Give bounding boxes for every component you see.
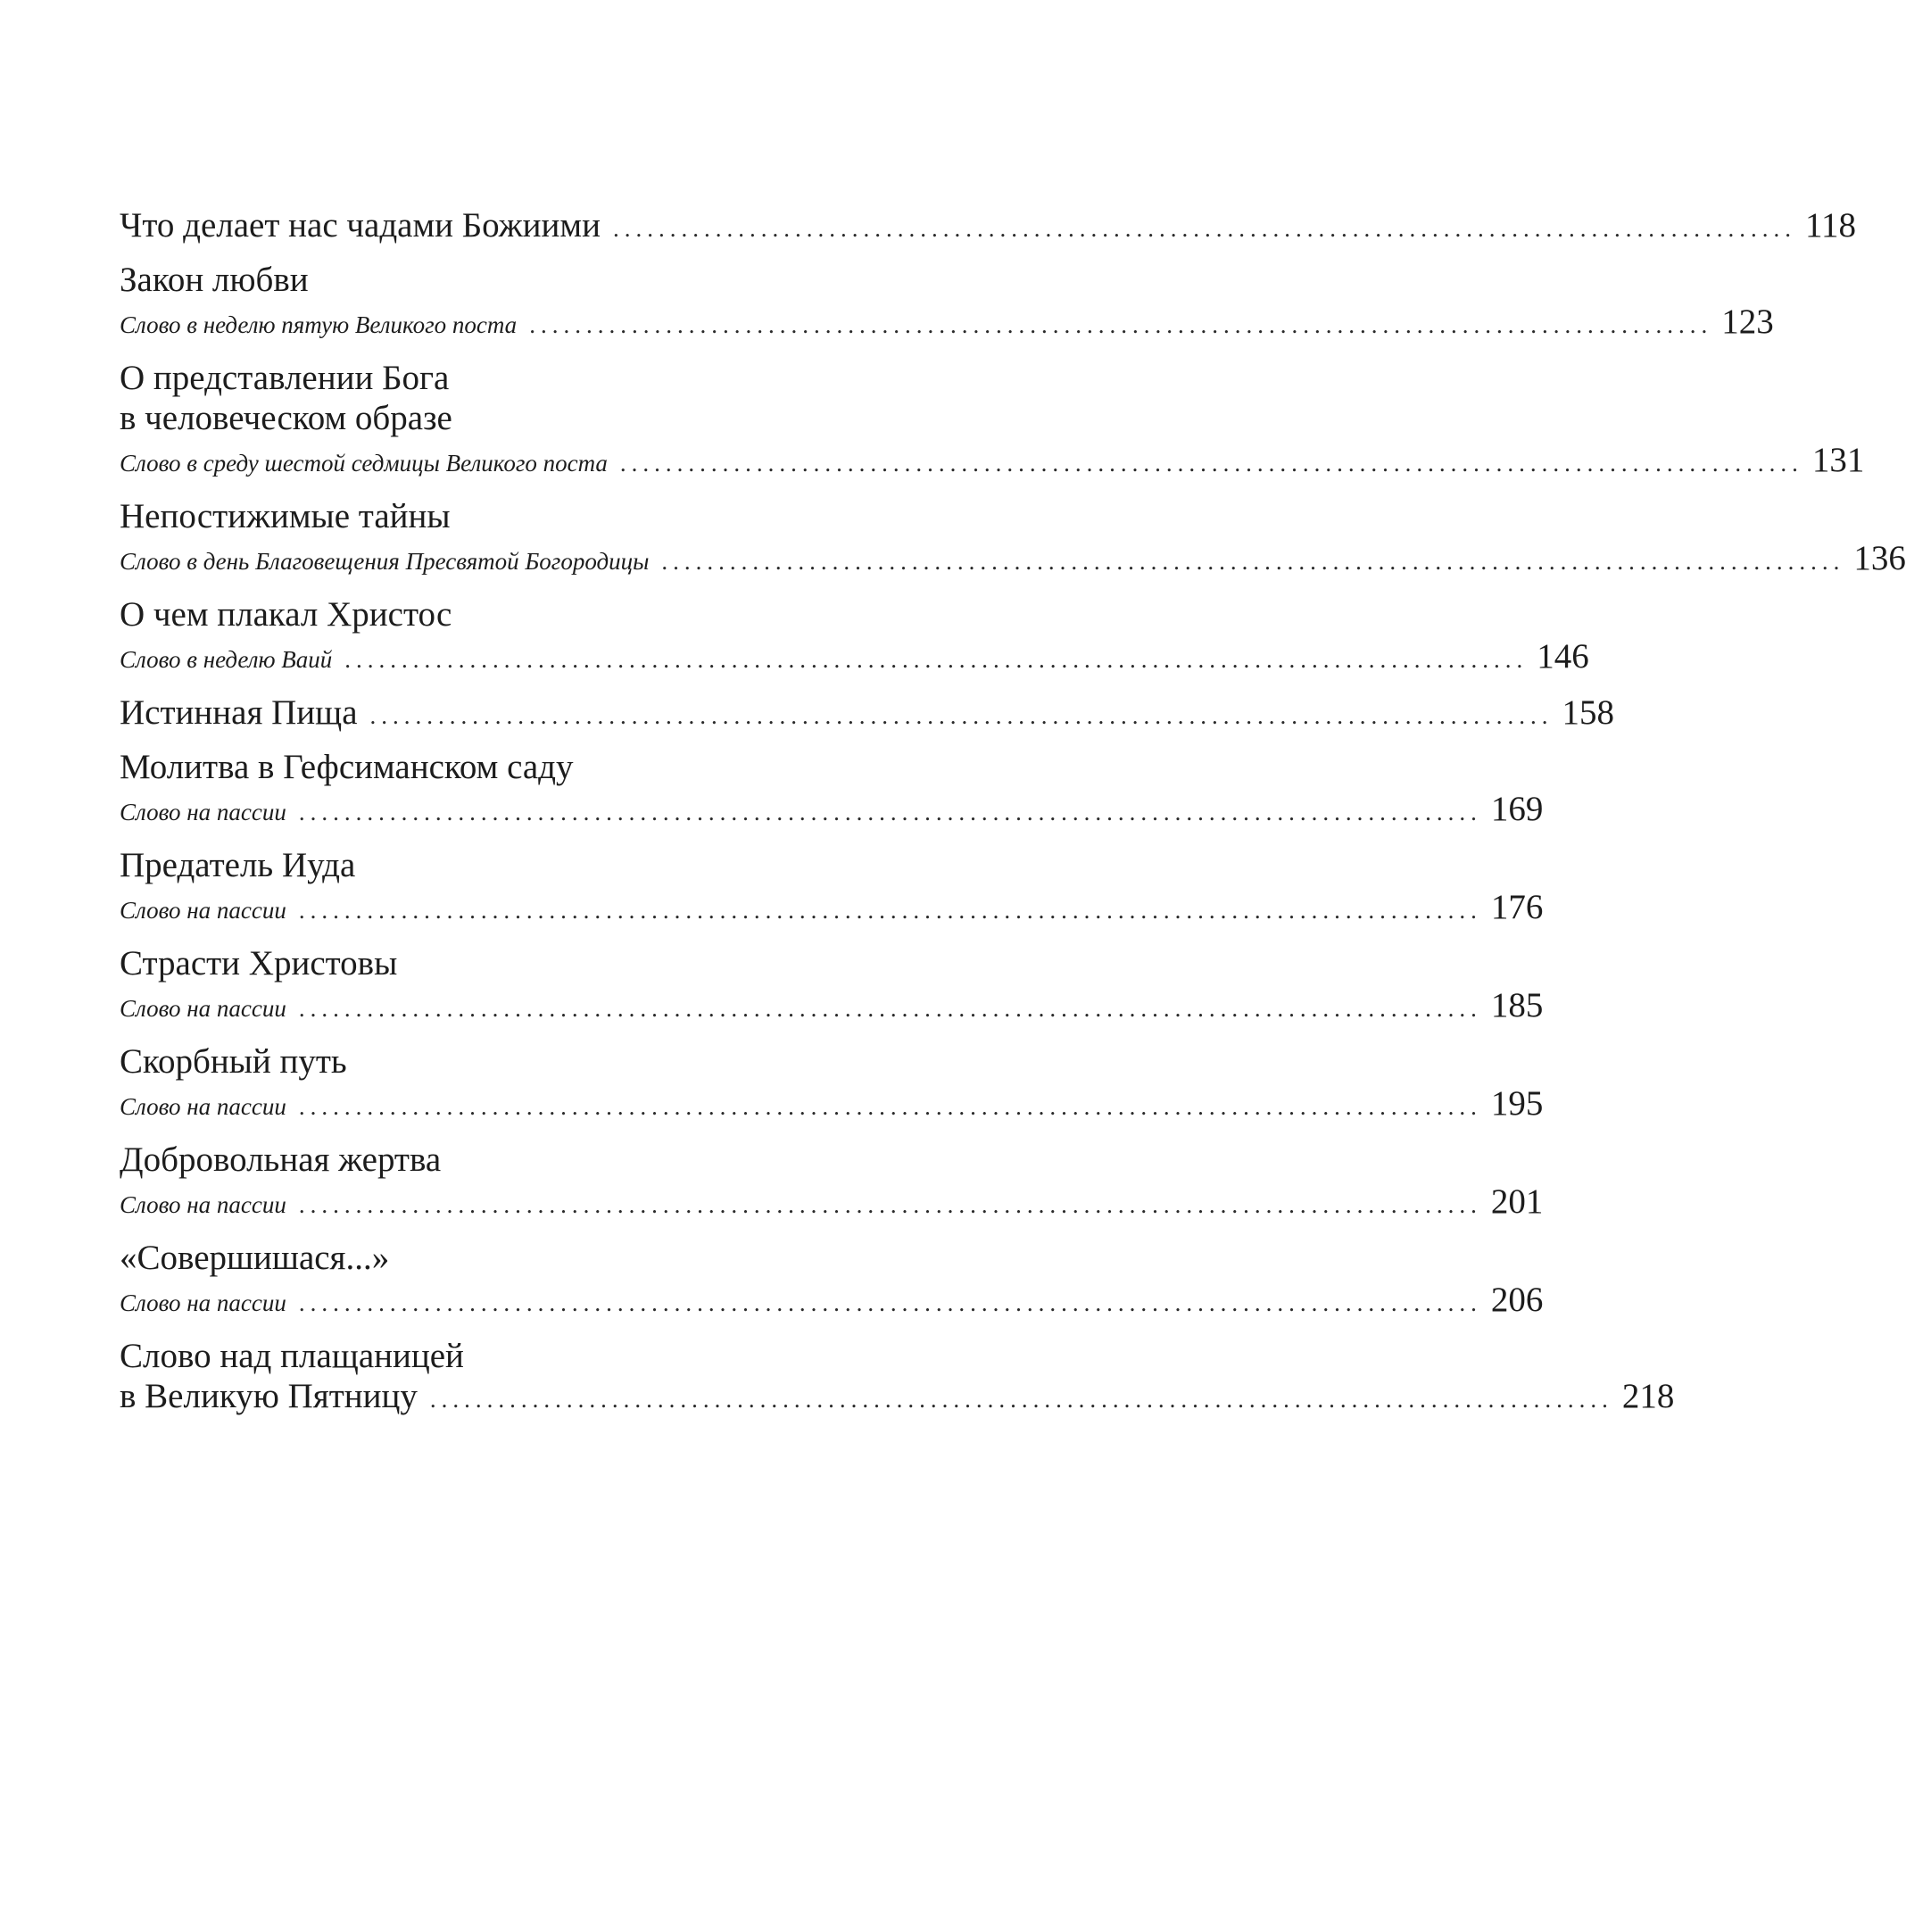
toc-entry-subtitle: Слово на пассии <box>120 995 286 1022</box>
toc-entry-title: Закон любви <box>120 261 309 299</box>
toc-entry-title: Молитва в Гефсиманском саду <box>120 748 574 786</box>
dot-leader: ........................................................................................................ <box>429 1386 1613 1413</box>
toc-page-number: 195 <box>1490 1084 1544 1123</box>
toc-entry-title: Слово над плащаницей <box>120 1337 464 1375</box>
toc-entry-title: Предатель Иуда <box>120 846 356 884</box>
toc-entry <box>120 1041 1544 1129</box>
toc-entry <box>120 1238 1544 1325</box>
toc-entry-line <box>120 1376 1675 1420</box>
toc-entry-title: Непостижимые тайны <box>120 497 451 535</box>
toc-page-number: 118 <box>1804 206 1856 245</box>
toc-entry <box>120 747 1544 834</box>
toc-entry-line <box>120 205 1856 249</box>
toc-entry-line <box>120 983 1544 1031</box>
toc-entry-subtitle: Слово в день Благовещения Пресвятой Богородицы <box>120 548 650 575</box>
toc-entry-line <box>120 1278 1544 1325</box>
toc-entry-title-line2: в человеческом образе <box>120 399 452 437</box>
toc-page-number: 176 <box>1490 888 1544 926</box>
toc-entry-title: Что делает нас чадами Божиими <box>120 206 601 245</box>
toc-entry-title: Страсти Христовы <box>120 944 398 983</box>
dot-leader: ........................................................................................................ <box>529 311 1713 338</box>
toc-page-number: 206 <box>1490 1281 1544 1319</box>
toc-entry <box>120 594 1589 682</box>
toc-entry-title: Добровольная жертва <box>120 1140 442 1179</box>
toc-entry <box>120 260 1774 347</box>
toc-entry-line <box>120 300 1774 347</box>
toc-entry-title: О чем плакал Христос <box>120 595 452 634</box>
toc-entry-line <box>120 885 1544 933</box>
toc-entry-line <box>120 438 1865 485</box>
toc-entry <box>120 943 1544 1031</box>
toc-page-number: 218 <box>1621 1377 1675 1415</box>
toc-entry <box>120 692 1615 736</box>
toc-entry-line <box>120 634 1589 682</box>
toc-entry <box>120 1336 1675 1420</box>
toc-entry-line <box>120 692 1615 736</box>
dot-leader: ........................................................................................................ <box>298 897 1482 924</box>
toc-entry-title: О представлении Бога <box>120 359 450 397</box>
toc-entry <box>120 1140 1544 1227</box>
dot-leader: ........................................................................................................ <box>619 450 1803 477</box>
toc-page-number: 123 <box>1721 303 1774 341</box>
toc-entry-line <box>120 536 1906 584</box>
dot-leader: ........................................................................................................ <box>369 702 1554 729</box>
toc-entry <box>120 845 1544 933</box>
toc-entry-title-line2: в Великую Пятницу <box>120 1377 418 1415</box>
toc-entry <box>120 205 1856 249</box>
toc-entry-title: «Совершишася...» <box>120 1239 390 1277</box>
table-of-contents <box>120 205 1906 1430</box>
dot-leader: ........................................................................................................ <box>298 1289 1482 1316</box>
toc-entry-subtitle: Слово в среду шестой седмицы Великого поста <box>120 450 608 477</box>
toc-entry-subtitle: Слово на пассии <box>120 1289 286 1316</box>
toc-entry-line <box>120 787 1544 834</box>
dot-leader: ........................................................................................................ <box>298 1093 1482 1120</box>
dot-leader: ........................................................................................................ <box>344 646 1529 673</box>
toc-entry-subtitle: Слово в неделю пятую Великого поста <box>120 311 518 338</box>
toc-entry <box>120 496 1906 584</box>
toc-entry-subtitle: Слово на пассии <box>120 1191 286 1218</box>
toc-entry-subtitle: Слово на пассии <box>120 799 286 825</box>
toc-page-number: 131 <box>1811 441 1865 479</box>
dot-leader: ........................................................................................................ <box>298 1191 1482 1218</box>
toc-entry-subtitle: Слово на пассии <box>120 1093 286 1120</box>
toc-entry-title: Скорбный путь <box>120 1042 347 1081</box>
dot-leader: ........................................................................................................ <box>298 799 1482 825</box>
toc-entry-line <box>120 1082 1544 1129</box>
toc-entry-subtitle: Слово в неделю Ваий <box>120 646 333 673</box>
toc-entry-title: Истинная Пища <box>120 693 358 732</box>
toc-page-number: 185 <box>1490 986 1544 1024</box>
dot-leader: ........................................................................................................ <box>612 215 1796 242</box>
toc-entry-line <box>120 1180 1544 1227</box>
dot-leader: ........................................................................................................ <box>298 995 1482 1022</box>
toc-page-number: 201 <box>1490 1182 1544 1221</box>
toc-page-number: 158 <box>1562 693 1615 732</box>
toc-entry <box>120 358 1865 485</box>
toc-page-number: 136 <box>1853 539 1906 577</box>
toc-page-number: 146 <box>1537 637 1589 676</box>
toc-page-number: 169 <box>1490 790 1544 828</box>
dot-leader: ........................................................................................................ <box>661 548 1845 575</box>
toc-entry-subtitle: Слово на пассии <box>120 897 286 924</box>
